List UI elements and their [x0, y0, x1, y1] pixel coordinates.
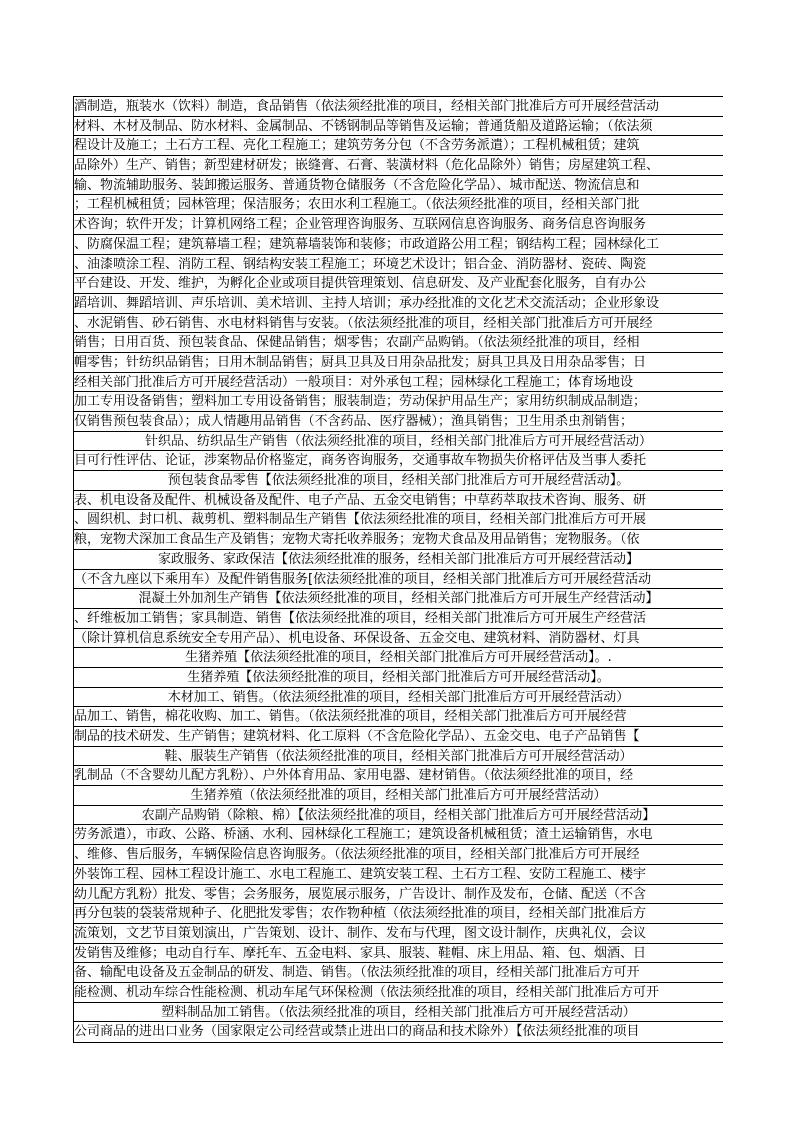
table-row: 品加工、销售，棉花收购、加工、销售。（依法须经批准的项目，经相关部门批准后方可开展经营: [74, 707, 723, 727]
table-row: 、圆织机、封口机、裁剪机、塑料制品生产销售【依法须经批准的项目，经相关部门批准后方可开展: [74, 510, 723, 530]
table-row: 销售；日用百货、预包装食品、保健品销售；烟零售；农副产品购销。（依法须经批准的项目，经相: [74, 333, 723, 353]
business-scope-table: [73, 96, 723, 1043]
table-row: 外装饰工程、园林工程设计施工、水电工程施工、建筑安装工程、土石方工程、安防工程施工、楼宇: [74, 865, 723, 885]
table-row: 预包装食品零售【依法须经批准的项目，经相关部门批准后方可开展经营活动】。: [74, 471, 723, 491]
table-row: 品除外）生产、销售；新型建材研发；嵌缝膏、石膏、装潢材料（危化品除外）销售；房屋建筑工程、: [74, 156, 723, 176]
table-row: 备、输配电设备及五金制品的研发、制造、销售。（依法须经批准的项目，经相关部门批准后方可开: [74, 963, 723, 983]
table-row: 流策划，文艺节目策划演出，广告策划、设计、制作、发布与代理，图文设计制作，庆典礼仪，会议: [74, 924, 723, 944]
table-row: 材料、木材及制品、防水材料、金属制品、不锈钢制品等销售及运输；普通货船及道路运输；（依法须: [74, 117, 723, 137]
table-row: 能检测、机动车综合性能检测、机动车尾气环保检测（依法须经批准的项目，经相关部门批准后方可开: [74, 983, 723, 1003]
table-row: 、防腐保温工程；建筑幕墙工程；建筑幕墙装饰和装修；市政道路公用工程；钢结构工程；园林绿化工: [74, 235, 723, 255]
table-row: 生猪养殖【依法须经批准的项目，经相关部门批准后方可开展经营活动】。.: [74, 648, 723, 668]
table-row: ；工程机械租赁；园林管理；保洁服务；农田水利工程施工。（依法须经批准的项目，经相关部门批: [74, 195, 723, 215]
table-row: 、维修、售后服务，车辆保险信息咨询服务。（依法须经批准的项目，经相关部门批准后方可开展经: [74, 845, 723, 865]
table-row: 、水泥销售、砂石销售、水电材料销售与安装。（依法须经批准的项目，经相关部门批准后方可开展经: [74, 314, 723, 334]
table-row: 家政服务、家政保洁【依法须经批准的服务，经相关部门批准后方可开展经营活动】: [74, 550, 723, 570]
table-row: 酒制造，瓶装水（饮料）制造，食品销售（依法须经批准的项目，经相关部门批准后方可开展经营活动: [74, 97, 723, 117]
table-row: 术咨询；软件开发；计算机网络工程；企业管理咨询服务、互联网信息咨询服务、商务信息咨询服务: [74, 215, 723, 235]
table-row: 塑料制品加工销售。（依法须经批准的项目，经相关部门批准后方可开展经营活动）: [74, 1003, 723, 1023]
table-row: 程设计及施工；土石方工程、亮化工程施工；建筑劳务分包（不含劳务派遣）；工程机械租赁；建筑: [74, 136, 723, 156]
table-row: 加工专用设备销售；塑料加工专用设备销售；服装制造；劳动保护用品生产；家用纺织制成品制造；: [74, 392, 723, 412]
table-row: 鞋、服装生产销售（依法须经批准的项目，经相关部门批准后方可开展经营活动）: [74, 747, 723, 767]
table-row: 劳务派遣），市政、公路、桥涵、水利、园林绿化工程施工；建筑设备机械租赁；渣土运输销售，水电: [74, 825, 723, 845]
table-row: 目可行性评估、论证，涉案物品价格鉴定，商务咨询服务，交通事故车物损失价格评估及当事人委托: [74, 451, 723, 471]
table-row: 平台建设、开发、维护，为孵化企业或项目提供管理策划、信息研发、及产业配套化服务，自有办公: [74, 274, 723, 294]
table-row: 、纤维板加工销售；家具制造、销售【依法须经批准的项目，经相关部门批准后方可开展生产经营活: [74, 609, 723, 629]
table-row: （不含九座以下乘用车）及配件销售服务[依法须经批准的项目，经相关部门批准后方可开展经营活动: [74, 570, 723, 590]
table-row: 帽零售；针纺织品销售；日用木制品销售；厨具卫具及日用杂品批发；厨具卫具及日用杂品零售；日: [74, 353, 723, 373]
table-row: 生猪养殖（依法须经批准的项目，经相关部门批准后方可开展经营活动）: [74, 786, 723, 806]
table-row: 表、机电设备及配件、机械设备及配件、电子产品、五金交电销售；中草药萃取技术咨询、服务、研: [74, 491, 723, 511]
table-row: 蹈培训、舞蹈培训、声乐培训、美术培训、主持人培训；承办经批准的文化艺术交流活动；企业形象设: [74, 294, 723, 314]
table-row: 农副产品购销（除粮、棉）【依法须经批准的项目，经相关部门批准后方可开展经营活动】: [74, 806, 723, 826]
table-row: 制品的技术研发、生产销售；建筑材料、化工原料（不含危险化学品）、五金交电、电子产品销售【: [74, 727, 723, 747]
table-row: 混凝土外加剂生产销售【依法须经批准的项目，经相关部门批准后方可开展生产经营活动】: [74, 589, 723, 609]
table-row: 仅销售预包装食品）；成人情趣用品销售（不含药品、医疗器械）；渔具销售；卫生用杀虫剂销售；: [74, 412, 723, 432]
table-row: 针织品、纺织品生产销售（依法须经批准的项目，经相关部门批准后方可开展经营活动）: [74, 432, 723, 452]
table-row: 经相关部门批准后方可开展经营活动）一般项目：对外承包工程；园林绿化工程施工；体育场地设: [74, 373, 723, 393]
table-row: （除计算机信息系统安全专用产品）、机电设备、环保设备、五金交电、建筑材料、消防器材、灯具: [74, 629, 723, 649]
table-row: 幼儿配方乳粉）批发、零售；会务服务，展览展示服务，广告设计、制作及发布，仓储、配送（不含: [74, 885, 723, 905]
table-row: 发销售及维修；电动自行车、摩托车、五金电料、家具、服装、鞋帽、床上用品、箱、包、烟酒、日: [74, 944, 723, 964]
table-row: 生猪养殖【依法须经批准的项目，经相关部门批准后方可开展经营活动】。: [74, 668, 723, 688]
table-row: 公司商品的进出口业务（国家限定公司经营或禁止进出口的商品和技术除外）【依法须经批准的项目: [74, 1024, 640, 1040]
table-row: 粮，宠物犬深加工食品生产及销售；宠物犬寄托收养服务；宠物犬食品及用品销售；宠物服务。（依: [74, 530, 723, 550]
table-row: 木材加工、销售。（依法须经批准的项目，经相关部门批准后方可开展经营活动）: [74, 688, 723, 708]
table-row: 乳制品（不含婴幼儿配方乳粉）、户外体育用品、家用电器、建材销售。（依法须经批准的项目，经: [74, 766, 723, 786]
table-row: 、油漆喷涂工程、消防工程、钢结构安装工程施工；环境艺术设计；铝合金、消防器材、瓷砖、陶瓷: [74, 255, 723, 275]
table-row: 输、物流辅助服务、装卸搬运服务、普通货物仓储服务（不含危险化学品）、城市配送、物流信息和: [74, 176, 723, 196]
table-row: 再分包装的袋装常规种子、化肥批发零售；农作物种植（依法须经批准的项目，经相关部门批准后方: [74, 904, 723, 924]
